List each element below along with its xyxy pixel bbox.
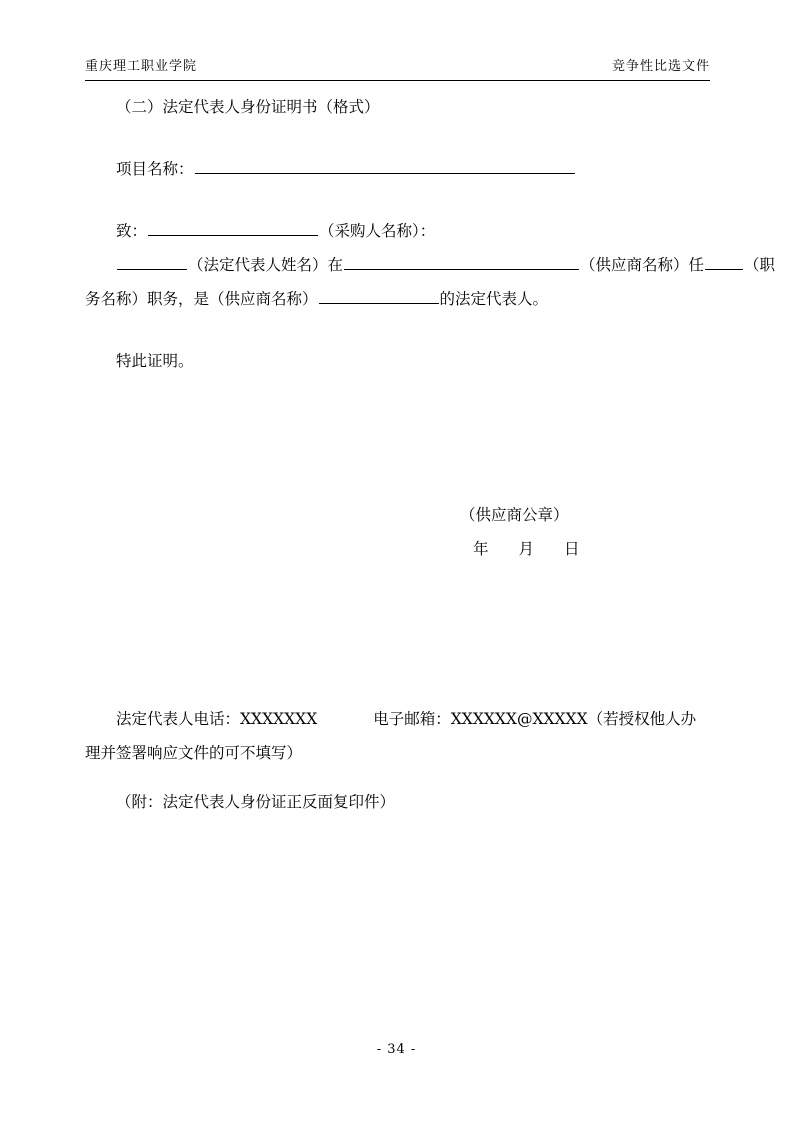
attachment-note: （附：法定代表人身份证正反面复印件） — [116, 793, 396, 811]
contact-info-line — [85, 702, 710, 770]
spacer — [85, 566, 710, 686]
spacer — [85, 124, 710, 152]
document-body — [85, 90, 776, 819]
seal-label: （供应商公章） — [460, 506, 569, 524]
page-footer — [0, 1042, 793, 1057]
page-header — [85, 55, 710, 79]
representative-line-1 — [85, 248, 776, 282]
addressee-line — [85, 214, 710, 248]
signature-date-line — [85, 532, 710, 566]
date-year-label: 年 — [473, 540, 491, 558]
header-institution-name: 重庆理工职业学院 — [85, 59, 198, 74]
representative-line-2 — [85, 282, 710, 316]
to-label: 致： — [116, 222, 148, 240]
header-divider — [85, 80, 710, 81]
supplier-name-suffix: （供应商名称）任 — [580, 256, 705, 274]
spacer — [85, 186, 710, 214]
section-title: （二）法定代表人身份证明书（格式） — [116, 98, 380, 116]
project-name-line — [85, 152, 710, 186]
spacer — [85, 316, 710, 344]
project-name-label: 项目名称： — [116, 160, 194, 178]
position-line-suffix: 的法定代表人。 — [439, 290, 549, 308]
to-suffix: （采购人名称）： — [319, 222, 436, 240]
position-blank[interactable] — [705, 252, 743, 270]
header-document-type: 竞争性比选文件 — [611, 59, 710, 74]
spacer — [85, 378, 710, 498]
project-name-blank[interactable] — [195, 156, 575, 174]
page-number: - 34 - — [376, 1042, 417, 1057]
rep-name-suffix: （法定代表人姓名）在 — [188, 256, 344, 274]
certification-statement: 特此证明。 — [116, 352, 194, 370]
supplier-name-blank[interactable] — [344, 252, 579, 270]
position-line-prefix: 务名称）职务，是（供应商名称） — [85, 290, 318, 308]
contact-phone: 法定代表人电话：XXXXXXX — [116, 709, 318, 728]
position-suffix: （职 — [744, 256, 776, 274]
date-month-label: 月 — [518, 540, 537, 558]
purchaser-name-blank[interactable] — [148, 218, 318, 236]
legal-rep-name-blank[interactable] — [117, 252, 187, 270]
supplier-name-blank-2[interactable] — [319, 286, 439, 304]
contact-email: 电子邮箱：XXXXXX@XXXXX（若授权他人办理并签署响应文件的可不填写） — [85, 709, 697, 762]
date-day-label: 日 — [564, 540, 582, 558]
